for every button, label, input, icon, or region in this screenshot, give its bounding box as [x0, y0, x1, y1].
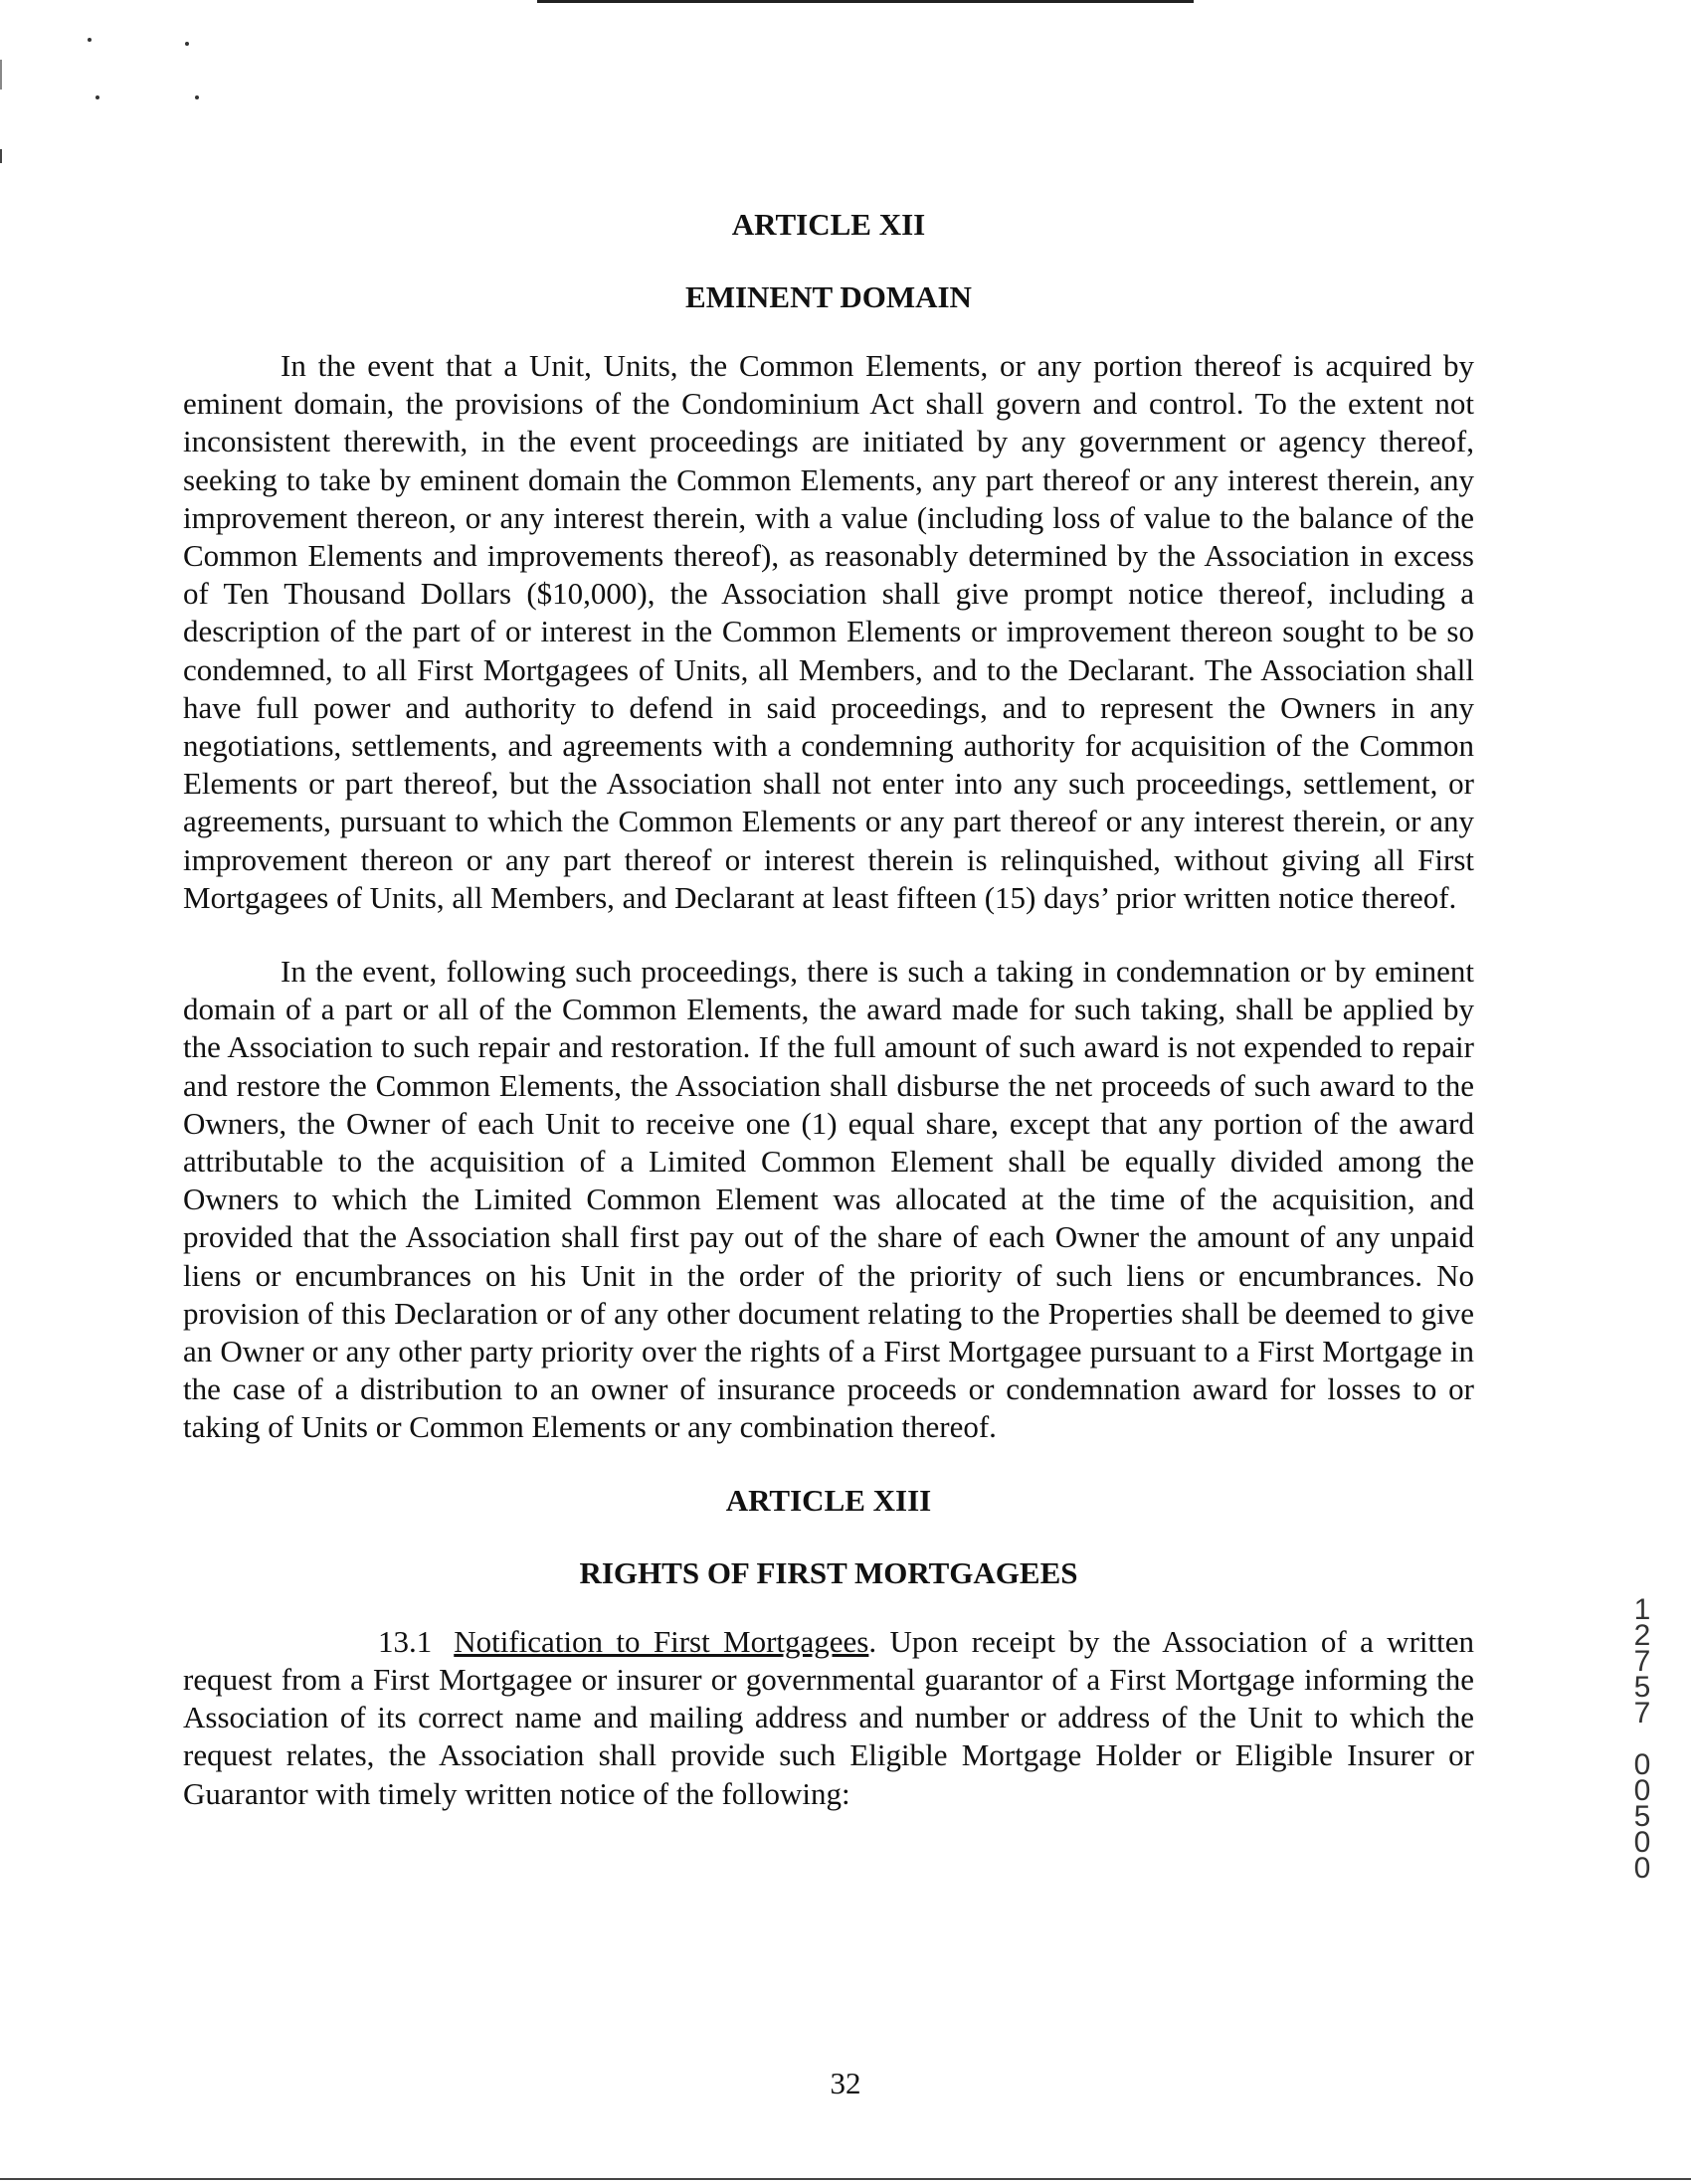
article-12-paragraph-2: In the event, following such proceedings, there is such a taking in condemnation or by eminent domain of a part or all of the Common Elements, the award made for such taking, shall be applied by the Association to such repair and restoration. If the full amount of such award is not expended to repair and restore the Common Elements, the Association shall disburse the net proceeds of such award to the Owners, the Owner of each Unit to receive one (1) equal share, except that any portion of the award attributable to the acquisition of a Limited Common Element shall be equally divided among the Owners to which the Limited Common Element was allocated at the time of the acquisition, and provided that the Association shall first pay out of the share of each Owner the amount of any unpaid liens or encumbrances on his Unit in the order of the priority of such liens or encumbrances. No provision of this Declaration or of any other document relating to the Properties shall be deemed to give an Owner or any other party priority over the rights of a First Mortgagee pursuant to a First Mortgage in the case of a distribution to an owner of insurance proceeds or condemnation award for losses to or taking of Units or Common Elements or any combination thereof. [183, 954, 1474, 1445]
scan-top-rule [537, 0, 1194, 3]
scan-edge-mark [0, 60, 2, 90]
scan-speck [88, 38, 92, 42]
section-text: Upon receipt by the Association of a written request from a First Mortgagee or insurer or governmental guarantor of a First Mortgage informing the Association of its correct name and mailing address and number or address of the Unit to which the request relates, the Association shall provide such Eligible Mortgage Holder or Eligible Insurer or Guarantor with timely written notice of the following: [183, 1623, 1474, 1811]
scan-speck [185, 42, 189, 46]
stamp-digit: 5 [1633, 1800, 1651, 1833]
article-13-title: RIGHTS OF FIRST MORTGAGEES [579, 1554, 1078, 1590]
stamp-digit: 7 [1633, 1645, 1651, 1678]
stamp-digit: 0 [1633, 1748, 1651, 1781]
scan-speck [195, 95, 199, 99]
article-12-heading: ARTICLE XII [731, 207, 926, 242]
stamp-digit: 0 [1633, 1774, 1651, 1807]
page-number: 32 [830, 2066, 861, 2100]
stamp-digit: 0 [1633, 1826, 1651, 1859]
document-body [183, 195, 1474, 1813]
section-number: 13.1 [378, 1623, 433, 1659]
scan-edge-mark [0, 149, 2, 163]
stamp-digit: 0 [1633, 1852, 1651, 1885]
section-13-1-paragraph [183, 1623, 1474, 1813]
article-13-heading: ARTICLE XIII [725, 1482, 932, 1518]
stamp-group-2 [1627, 1748, 1657, 1885]
stamp-digit: 2 [1633, 1619, 1651, 1652]
stamp-digit: 5 [1633, 1671, 1651, 1704]
section-heading: Notification to First Mortgagees [454, 1623, 869, 1659]
article-12-paragraph-1: In the event that a Unit, Units, the Common Elements, or any portion thereof is acquired by eminent domain, the provisions of the Condominium Act shall govern and control. To the extent not inconsistent therewith, in the event proceedings are initiated by any government or agency thereof, seeking to take by eminent domain the Common Elements, any part thereof or any interest therein, any improvement thereon, or any interest therein, with a value (including loss of value to the balance of the Common Elements and improvements thereof), as reasonably determined by the Association in excess of Ten Thousand Dollars ($10,000), the Association shall give prompt notice thereof, including a description of the part of or interest in the Common Elements or improvement thereon sought to be so condemned, to all First Mortgagees of Units, all Members, and to the Declarant. The Association shall have full power and authority to defend in said proceedings, and to represent the Owners in any negotiations, settlements, and agreements with a condemning authority for acquisition of the Common Elements or part thereof, but the Association shall not enter into any such proceedings, settlement, or agreements, pursuant to which the Common Elements or any part thereof or any interest therein, or any improvement thereon or any part thereof or interest therein is relinquished, without giving all First Mortgagees of Units, all Members, and Declarant at least fifteen (15) days’ prior written notice thereof. [183, 348, 1474, 915]
article-12-title: EMINENT DOMAIN [685, 279, 972, 314]
scan-speck [95, 95, 99, 99]
scan-bottom-rule [0, 2178, 1691, 2180]
stamp-digit: 1 [1633, 1593, 1651, 1626]
stamp-group-1 [1627, 1593, 1657, 1729]
recording-stamp [1627, 1593, 1657, 1885]
section-heading-punct: . [868, 1623, 877, 1659]
stamp-digit: 7 [1633, 1697, 1651, 1729]
